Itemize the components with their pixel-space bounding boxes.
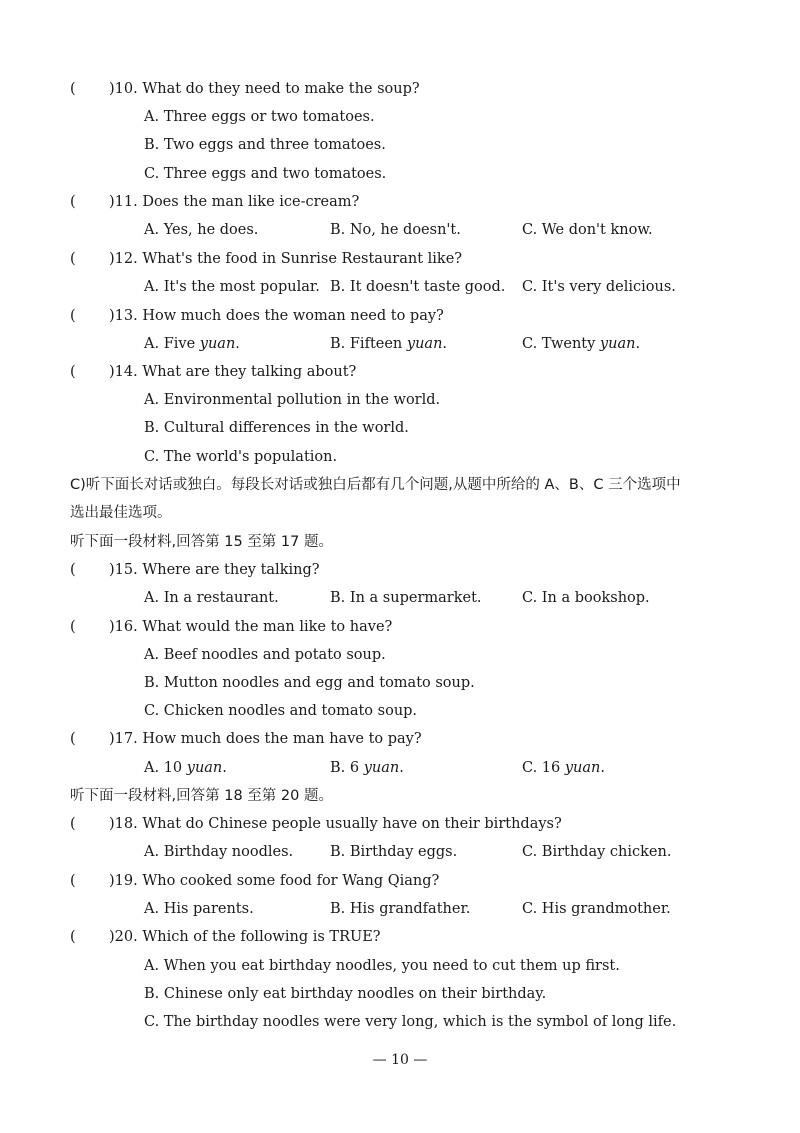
answer-bracket: ( [70,364,76,380]
q15-option-b: B. In a supermarket. [330,590,482,606]
sub-instruction-15-17: 听下面一段材料,回答第 15 至第 17 题。 [70,534,333,550]
q18-option-b: B. Birthday eggs. [330,844,458,860]
question-19-stem: )19. Who cooked some food for Wang Qiang? [109,873,440,889]
q11-option-b: B. No, he doesn't. [330,222,461,238]
q20-option-a: A. When you eat birthday noodles, you need to cut them up first. [144,958,620,974]
q17-option-c: C. 16 yuan. [522,760,605,776]
question-18-stem: )18. What do Chinese people usually have on their birthdays? [109,816,562,832]
answer-bracket: ( [70,816,76,832]
q19-option-b: B. His grandfather. [330,901,471,917]
q14-option-b: B. Cultural differences in the world. [144,420,409,436]
question-12-stem: )12. What's the food in Sunrise Restaurant like? [109,251,463,267]
answer-bracket: ( [70,562,76,578]
q16-option-b: B. Mutton noodles and egg and tomato soup. [144,675,475,691]
answer-bracket: ( [70,731,76,747]
q16-option-a: A. Beef noodles and potato soup. [144,647,386,663]
q10-option-c: C. Three eggs and two tomatoes. [144,166,387,182]
answer-bracket: ( [70,81,76,97]
q14-option-c: C. The world's population. [144,449,338,465]
q13-option-b: B. Fifteen yuan. [330,336,448,352]
q20-option-b: B. Chinese only eat birthday noodles on their birthday. [144,986,547,1002]
q12-option-a: A. It's the most popular. [144,279,320,295]
sub-instruction-18-20: 听下面一段材料,回答第 18 至第 20 题。 [70,788,333,804]
question-16-stem: )16. What would the man like to have? [109,619,393,635]
page-number: — 10 — [372,1052,428,1068]
answer-bracket: ( [70,873,76,889]
q15-option-a: A. In a restaurant. [144,590,279,606]
question-13-stem: )13. How much does the woman need to pay? [109,308,444,324]
answer-bracket: ( [70,308,76,324]
q19-option-c: C. His grandmother. [522,901,671,917]
q19-option-a: A. His parents. [144,901,254,917]
q17-option-b: B. 6 yuan. [330,760,404,776]
question-20-stem: )20. Which of the following is TRUE? [109,929,381,945]
question-17-stem: )17. How much does the man have to pay? [109,731,422,747]
q16-option-c: C. Chicken noodles and tomato soup. [144,703,418,719]
q10-option-b: B. Two eggs and three tomatoes. [144,137,386,153]
q17-option-a: A. 10 yuan. [144,760,227,776]
answer-bracket: ( [70,929,76,945]
question-11-stem: )11. Does the man like ice-cream? [109,194,360,210]
q13-option-c: C. Twenty yuan. [522,336,641,352]
q11-option-c: C. We don't know. [522,222,653,238]
q11-option-a: A. Yes, he does. [144,222,259,238]
q10-option-a: A. Three eggs or two tomatoes. [144,109,375,125]
q12-option-c: C. It's very delicious. [522,279,676,295]
q12-option-b: B. It doesn't taste good. [330,279,506,295]
q18-option-a: A. Birthday noodles. [144,844,294,860]
answer-bracket: ( [70,251,76,267]
answer-bracket: ( [70,194,76,210]
q15-option-c: C. In a bookshop. [522,590,650,606]
q18-option-c: C. Birthday chicken. [522,844,672,860]
q20-option-c: C. The birthday noodles were very long, which is the symbol of long life. [144,1014,677,1030]
answer-bracket: ( [70,619,76,635]
q14-option-a: A. Environmental pollution in the world. [144,392,441,408]
question-15-stem: )15. Where are they talking? [109,562,320,578]
section-c-instructions-cont: 选出最佳选项。 [70,505,172,521]
question-14-stem: )14. What are they talking about? [109,364,357,380]
section-c-instructions: C)听下面长对话或独白。每段长对话或独白后都有几个问题,从题中所给的 A、B、C 三个选项中 [70,477,681,493]
q13-option-a: A. Five yuan. [144,336,240,352]
question-10-stem: )10. What do they need to make the soup? [109,81,420,97]
